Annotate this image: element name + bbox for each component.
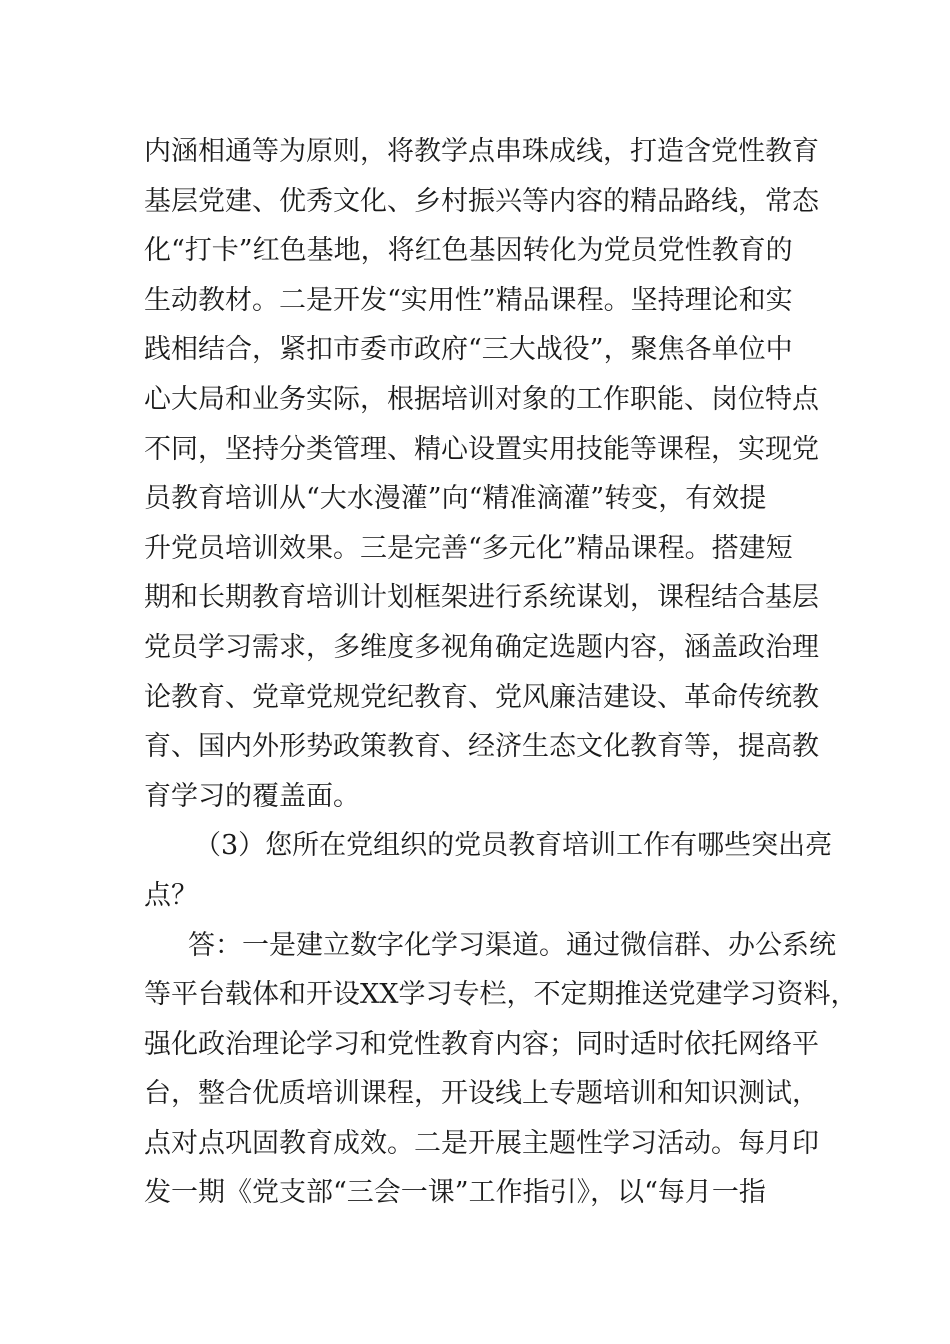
text-line: 内涵相通等为原则，将教学点串珠成线，打造含党性教育 bbox=[144, 136, 819, 167]
text-line: 基层党建、优秀文化、乡村振兴等内容的精品路线，常态 bbox=[144, 185, 819, 217]
text-line: 期和长期教育培训计划框架进行系统谋划，课程结合基层 bbox=[144, 582, 819, 614]
text-line: 育学习的覆盖面。 bbox=[144, 780, 360, 812]
body-text bbox=[144, 127, 858, 1218]
text-line: 点对点巩固教育成效。二是开展主题性学习活动。每月印 bbox=[144, 1127, 819, 1159]
text-line: 等平台载体和开设XX学习专栏，不定期推送党建学习资料， bbox=[144, 979, 858, 1011]
text-line: 践相结合，紧扣市委市政府“三大战役”，聚焦各单位中 bbox=[144, 334, 793, 366]
text-line: 发一期《党支部“三会一课”工作指引》，以“每月一指 bbox=[144, 1177, 766, 1209]
question-heading: （3）您所在党组织的党员教育培训工作有哪些突出亮 bbox=[194, 830, 833, 862]
text-line: 生动教材。二是开发“实用性”精品课程。坚持理论和实 bbox=[144, 284, 793, 316]
text-line: 点？ bbox=[144, 879, 198, 911]
text-line: 育、国内外形势政策教育、经济生态文化教育等，提高教 bbox=[144, 731, 819, 763]
text-line: 升党员培训效果。三是完善“多元化”精品课程。搭建短 bbox=[144, 532, 793, 564]
text-line: 心大局和业务实际，根据培训对象的工作职能、岗位特点 bbox=[144, 383, 819, 415]
text-line: 党员学习需求，多维度多视角确定选题内容，涵盖政治理 bbox=[144, 631, 819, 663]
text-line: 员教育培训从“大水漫灌”向“精准滴灌”转变，有效提 bbox=[144, 483, 767, 515]
text-line: 论教育、党章党规党纪教育、党风廉洁建设、革命传统教 bbox=[144, 681, 819, 713]
text-line: 台，整合优质培训课程，开设线上专题培训和知识测试， bbox=[144, 1078, 819, 1110]
text-line: 化“打卡”红色基地，将红色基因转化为党员党性教育的 bbox=[144, 235, 793, 267]
text-line: 不同，坚持分类管理、精心设置实用技能等课程，实现党 bbox=[144, 433, 819, 465]
text-line: 强化政治理论学习和党性教育内容；同时适时依托网络平 bbox=[144, 1028, 819, 1060]
answer-paragraph-start: 答：一是建立数字化学习渠道。通过微信群、办公系统 bbox=[188, 929, 836, 961]
